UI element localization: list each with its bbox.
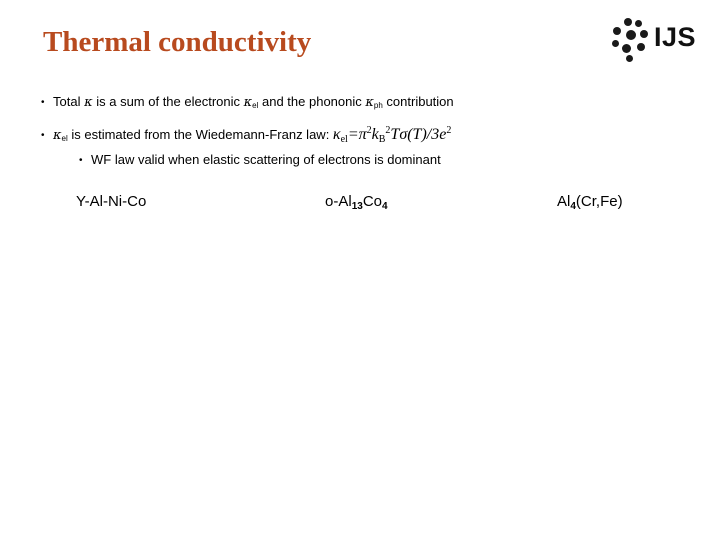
subscript: el [252, 101, 259, 110]
subscript: el [61, 134, 68, 143]
subscript: ph [373, 101, 383, 110]
slide-title: Thermal conductivity [43, 26, 312, 58]
text: Total [53, 94, 85, 109]
text: contribution [382, 94, 454, 109]
bullet-wf-validity [79, 151, 441, 170]
bullet-dot-icon: • [79, 155, 83, 166]
wf-formula: $\kappa el=\pi^2kB^2T\sigma(T)/3e^2$ [332, 125, 452, 145]
kappa-symbol: κ [243, 95, 253, 110]
label-y-al-ni-co: Y-Al-Ni-Co [76, 193, 147, 210]
dot-cluster-icon [610, 18, 650, 62]
text: WF law valid when elastic scattering of electrons is dominant [91, 152, 441, 167]
text: is a sum of the electronic [92, 94, 244, 109]
bullet-dot-icon: • [41, 97, 45, 108]
text: is estimated from the Wiedemann-Franz law: [67, 127, 333, 142]
logo-wordmark: IJS [654, 22, 697, 52]
text: and the phononic [258, 94, 366, 109]
ijs-logo [610, 18, 706, 62]
bullet-dot-icon: • [41, 130, 45, 141]
label-al4-cr-fe: $Al_4(Cr,Fe)$ [557, 193, 623, 212]
label-o-al13co4: $o-Al_{13}Co_4$ [325, 193, 388, 212]
bullet-total-kappa [41, 93, 454, 115]
kappa-symbol: κ [53, 128, 62, 143]
kappa-symbol: κ [365, 95, 374, 110]
bullet-wiedemann-franz [41, 122, 451, 149]
kappa-symbol: κ [84, 95, 93, 110]
